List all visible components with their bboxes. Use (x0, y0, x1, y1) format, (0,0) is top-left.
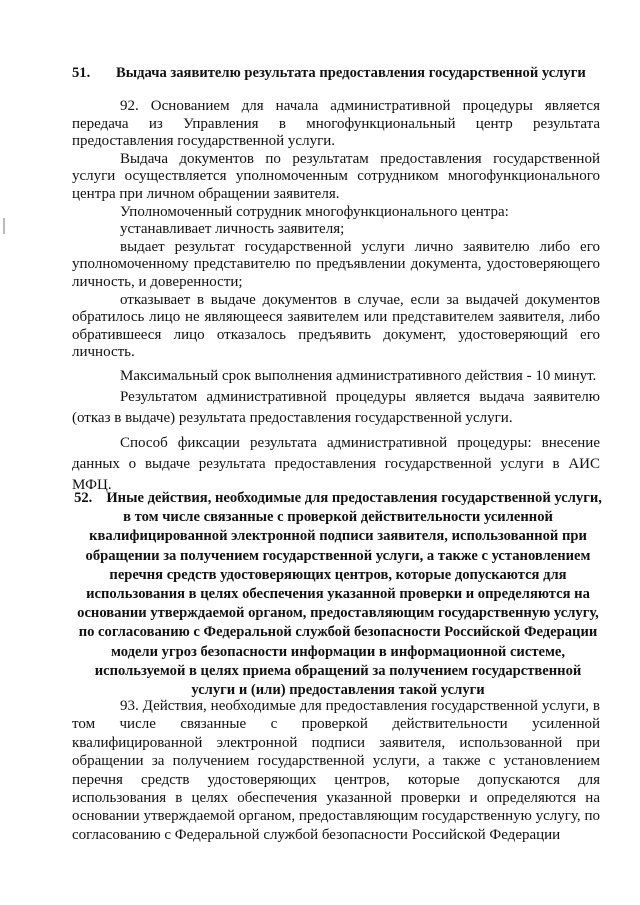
paragraph-max-time: Максимальный срок выполнения административного действия - 10 минут. (120, 367, 597, 384)
paragraph-refusal: отказывает в выдаче документов в случае, если за выдачей документов обратилось лицо не являющееся заявителем или представителем заявителя, либо обратившееся лицо отказалось предъявить документ, удостоверяющий его личность. (72, 291, 600, 361)
paragraph-issuance: Выдача документов по результатам предоставления государственной услуги осуществляется уполномоченным сотрудником многофункционального центра при личном обращении заявителя. (72, 150, 600, 202)
section-52-number: 52. (74, 490, 93, 506)
section-52-title: Иные действия, необходимые для предоставления государственной услуги, в том числе связанные с проверкой действительности усиленной квалифицированной электронной подписи заявителя, использованной при обращении за получением государственной услуги, а также с установлением перечня средств удостоверяющих центров, которые допускаются для использования в целях обеспечения указанной проверки и определяются на основании утверждаемой органом, предоставляющим государственную услугу, по согласованию с Федеральной службой безопасности Российской Федерации модели угроз безопасности информации в информационной системе, используемой в целях приема обращений за получением государственной услуги и (или) предоставления такой услуги (77, 490, 602, 699)
section-51-heading (72, 64, 604, 82)
section-51-body (72, 98, 600, 496)
section-51-title: Выдача заявителю результата предоставления государственной услуги (116, 65, 586, 81)
section-52-body (72, 697, 600, 844)
paragraph-identify: устанавливает личность заявителя; (120, 221, 345, 238)
paragraph-93: 93. Действия, необходимые для предоставления государственной услуги, в том числе связанные с проверкой действительности усиленной квалифицированной электронной подписи заявителя, использованной при обращении за получением государственной услуги, а также с установлением перечня средств удостоверяющих центров, которые допускаются для использования в целях обеспечения указанной проверки и определяются на основании утверждаемой органом, предоставляющим государственную услугу, по согласованию с Федеральной службой безопасности Российской Федерации (72, 698, 600, 843)
section-51-number: 51. (72, 65, 91, 81)
section-52-heading (72, 489, 604, 700)
paragraph-recording: Способ фиксации результата административной процедуры: внесение данных о выдаче результата предоставления государственной услуги в АИС МФЦ. (72, 434, 600, 493)
paragraph-employee: Уполномоченный сотрудник многофункционального центра: (120, 203, 509, 220)
paragraph-result: Результатом административной процедуры является выдача заявителю (отказ в выдаче) результата предоставления государственной услуги. (72, 388, 600, 426)
paragraph-issue-result: выдает результат государственной услуги лично заявителю либо его уполномоченному представителю по предъявлении документа, удостоверяющего личность, и доверенности; (72, 238, 600, 290)
paragraph-92: 92. Основанием для начала административной процедуры является передача из Управления в многофункциональный центр результата предоставления государственной услуги. (72, 98, 600, 150)
scan-edge-mark (3, 218, 5, 234)
